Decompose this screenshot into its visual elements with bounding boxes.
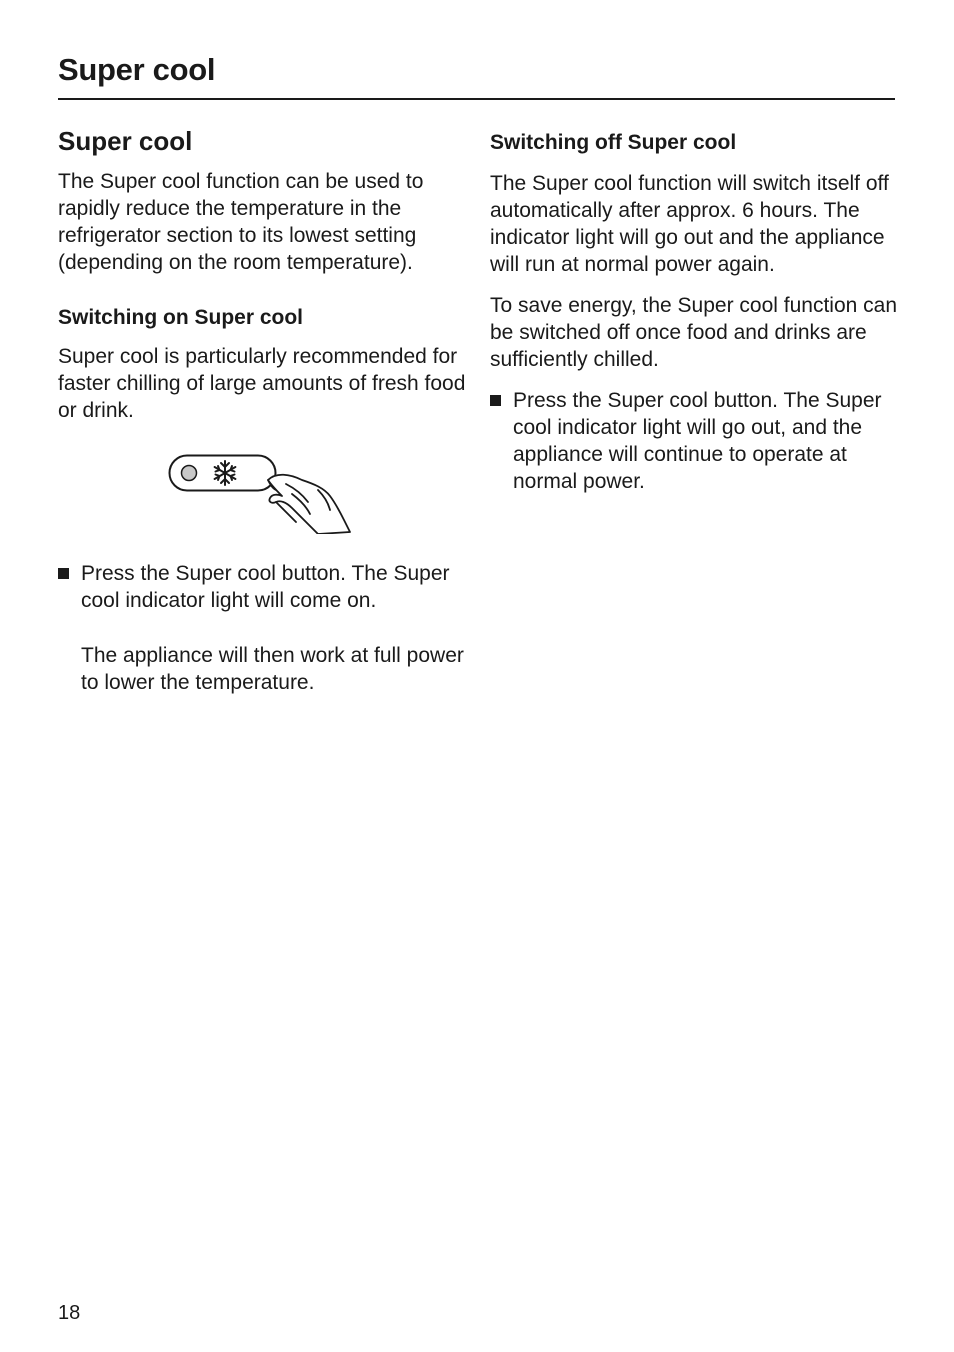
section-heading: Super cool bbox=[58, 126, 193, 156]
intro-paragraph: The Super cool function can be used to rapidly reduce the temperature in the refrigerator section to its lowest setting (depending on the room temperature). bbox=[58, 170, 424, 274]
switch-on-followup: The appliance will then work at full power to lower the temperature. bbox=[81, 644, 464, 694]
title-divider bbox=[58, 98, 895, 100]
switch-off-text-1: The Super cool function will switch itself off automatically after approx. 6 hours. The indicator light will go out and the appliance will run at normal power again. bbox=[490, 172, 889, 276]
indicator-light-icon bbox=[182, 466, 197, 481]
bullet-square-icon bbox=[490, 395, 501, 406]
finger-pressing-super-cool-button-icon bbox=[168, 450, 358, 534]
switch-off-bullet bbox=[490, 387, 900, 495]
switch-off-text-2: To save energy, the Super cool function can be switched off once food and drinks are sufficiently chilled. bbox=[490, 294, 898, 371]
page-title: Super cool bbox=[58, 52, 216, 87]
page-number: 18 bbox=[58, 1302, 81, 1324]
switch-on-bullet bbox=[58, 560, 466, 614]
bullet-square-icon bbox=[58, 568, 69, 579]
switch-on-text: Super cool is particularly recommended for faster chilling of large amounts of fresh food or drink. bbox=[58, 345, 466, 422]
switch-on-bullet-text: Press the Super cool button. The Super cool indicator light will come on. bbox=[81, 562, 450, 612]
switch-on-heading: Switching on Super cool bbox=[58, 306, 304, 329]
switch-off-heading: Switching off Super cool bbox=[490, 131, 737, 154]
right-column bbox=[490, 124, 900, 495]
switch-off-bullet-text: Press the Super cool button. The Super cool indicator light will go out, and the appliance will continue to operate at normal power. bbox=[513, 389, 882, 493]
hand-icon bbox=[268, 475, 350, 534]
left-column bbox=[58, 124, 466, 696]
